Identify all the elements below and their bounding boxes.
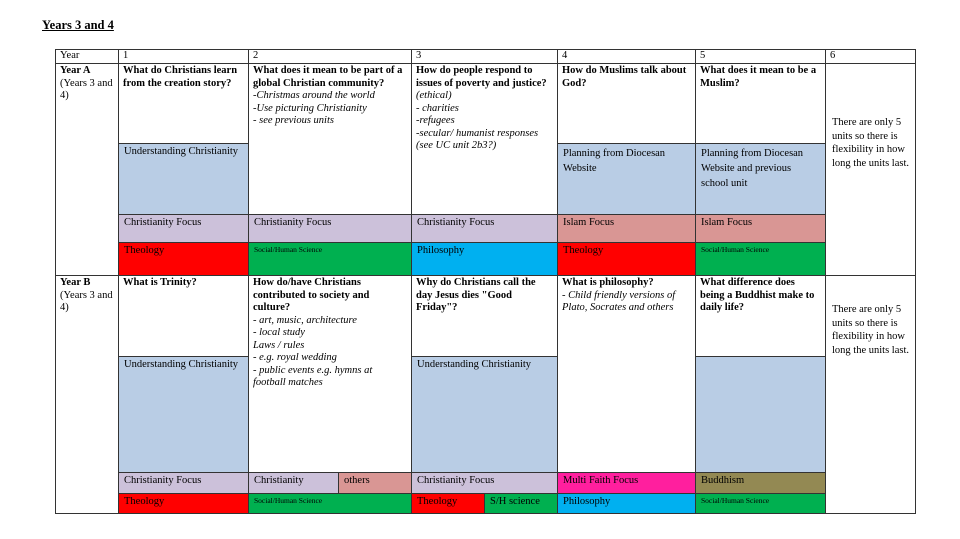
year-a-focus-2: Christianity Focus <box>248 214 412 243</box>
year-a-sublabel: (Years 3 and 4) <box>60 77 113 101</box>
page-title: Years 3 and 4 <box>42 18 114 32</box>
unit-note: -refugees <box>416 115 455 126</box>
header-col-5: 5 <box>695 49 826 64</box>
year-a-resource-4 <box>557 143 696 215</box>
year-b-discipline-5: Social/Human Science <box>695 493 826 514</box>
unit-question: What do Christians learn from the creation story? <box>123 65 238 89</box>
year-a-discipline-4: Theology <box>557 242 696 276</box>
year-a-discipline-5: Social/Human Science <box>695 242 826 276</box>
year-b-focus-5: Buddhism <box>695 472 826 494</box>
year-b-col-6 <box>825 275 916 514</box>
year-b-sublabel: (Years 3 and 4) <box>60 289 113 313</box>
year-b-label: Year B <box>60 277 91 288</box>
unit-notes <box>416 90 553 153</box>
year-b-unit-4 <box>557 275 696 473</box>
resource-label: Understanding Christianity <box>417 359 532 370</box>
year-b-resource-1 <box>118 356 249 473</box>
unit-note: Laws / rules <box>253 339 305 351</box>
year-a-focus-4: Islam Focus <box>557 214 696 243</box>
unit-question: How do/have Christians contributed to society and culture? <box>253 277 370 313</box>
year-b-discipline-4: Philosophy <box>557 493 696 514</box>
unit-question: How do Muslims talk about God? <box>562 65 687 89</box>
unit-note: -Christmas around the world <box>253 90 375 101</box>
resource-label: Understanding Christianity <box>124 146 239 157</box>
unit-question: What is Trinity? <box>123 277 197 288</box>
year-b-focus-2b: others <box>338 472 412 494</box>
unit-question: What does it mean to be a Muslim? <box>700 65 817 89</box>
unit-note: -secular/ humanist responses (see UC unit 2b3?) <box>416 127 539 151</box>
year-a-discipline-1: Theology <box>118 242 249 276</box>
unit-question: What difference does being a Buddhist make to daily life? <box>700 277 815 313</box>
year-b-label-cell <box>55 275 119 514</box>
unit-notes <box>562 290 691 315</box>
resource-label: Planning from Diocesan Website <box>563 148 666 174</box>
year-b-resource-5 <box>695 356 826 473</box>
year-b-discipline-3a: Theology <box>411 493 485 514</box>
unit-note: - Child friendly versions of Plato, Socrates and others <box>562 289 676 313</box>
unit-note: - charities <box>416 102 459 114</box>
resource-label: Planning from Diocesan Website and previous school unit <box>701 148 804 189</box>
unit-note: - see previous units <box>253 115 334 126</box>
unit-question: Why do Christians call the day Jesus dies "Good Friday"? <box>416 277 536 313</box>
header-year: Year <box>55 49 119 64</box>
year-a-focus-3: Christianity Focus <box>411 214 558 243</box>
unit-note: - public events e.g. hymns at football matches <box>253 364 373 388</box>
header-col-2: 2 <box>248 49 412 64</box>
unit-note: - e.g. royal wedding <box>253 352 337 363</box>
unit-question: How do people respond to issues of poverty and justice? <box>416 65 547 89</box>
header-col-3: 3 <box>411 49 558 64</box>
unit-question: What does it mean to be part of a global Christian community? <box>253 65 403 89</box>
year-a-discipline-2: Social/Human Science <box>248 242 412 276</box>
year-b-discipline-1: Theology <box>118 493 249 514</box>
year-a-unit-2 <box>248 63 412 215</box>
year-b-unit-5 <box>695 275 826 356</box>
unit-note: - local study <box>253 327 305 338</box>
year-b-unit-2 <box>248 275 412 473</box>
year-b-discipline-2: Social/Human Science <box>248 493 412 514</box>
year-b-focus-4: Multi Faith Focus <box>557 472 696 494</box>
year-b-unit-3 <box>411 275 558 356</box>
flexibility-note: There are only 5 units so there is flexibility in how long the units last. <box>832 304 909 356</box>
year-a-unit-3 <box>411 63 558 215</box>
year-b-focus-2a: Christianity <box>248 472 339 494</box>
year-b-focus-1: Christianity Focus <box>118 472 249 494</box>
year-a-resource-5 <box>695 143 826 215</box>
year-b-resource-3 <box>411 356 558 473</box>
unit-question: What is philosophy? <box>562 277 654 288</box>
unit-notes <box>253 90 407 128</box>
year-a-label-cell <box>55 63 119 276</box>
year-a-col-6 <box>825 63 916 276</box>
year-b-unit-1 <box>118 275 249 356</box>
header-col-4: 4 <box>557 49 696 64</box>
resource-label: Understanding Christianity <box>124 359 239 370</box>
unit-note: (ethical) <box>416 90 452 101</box>
year-b-focus-3: Christianity Focus <box>411 472 558 494</box>
year-a-label: Year A <box>60 65 91 76</box>
unit-note: -Use picturing Christianity <box>253 102 367 114</box>
unit-note: - art, music, architecture <box>253 314 357 326</box>
year-a-focus-5: Islam Focus <box>695 214 826 243</box>
year-a-resource-1 <box>118 143 249 215</box>
flexibility-note: There are only 5 units so there is flexibility in how long the units last. <box>832 117 909 169</box>
year-a-unit-1 <box>118 63 249 143</box>
year-a-unit-5 <box>695 63 826 143</box>
header-col-1: 1 <box>118 49 249 64</box>
header-col-6: 6 <box>825 49 916 64</box>
year-a-discipline-3: Philosophy <box>411 242 558 276</box>
year-a-unit-4 <box>557 63 696 143</box>
year-b-discipline-3b: S/H science <box>484 493 558 514</box>
year-a-focus-1: Christianity Focus <box>118 214 249 243</box>
unit-notes <box>253 315 407 390</box>
